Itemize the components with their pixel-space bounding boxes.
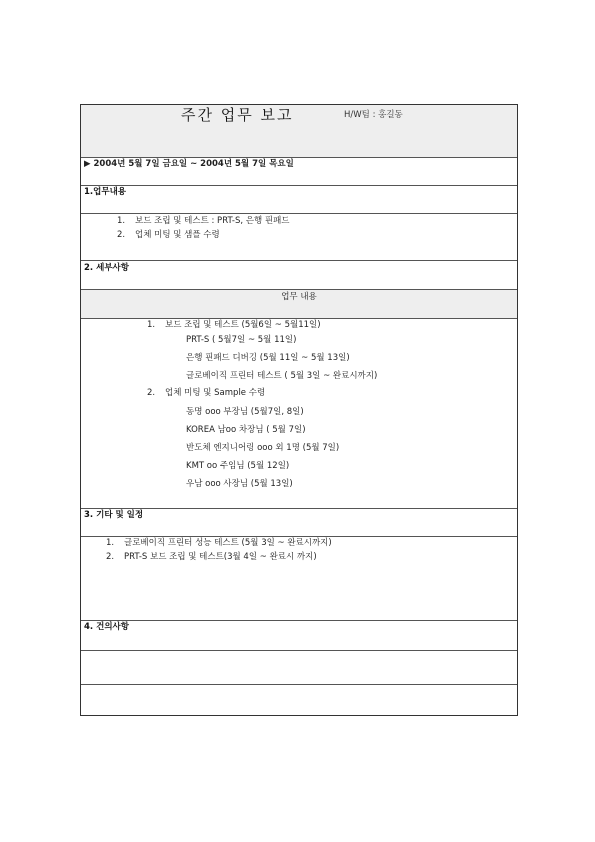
report-period: ▶ 2004년 5월 7일 금요일 ~ 2004년 5월 7일 목요일: [84, 159, 294, 169]
title-row: [81, 105, 517, 157]
sec2-subitem: 동명 ooo 부장님 (5월7일, 8일): [186, 407, 304, 417]
suggestion-field-2[interactable]: [81, 685, 517, 716]
sec3-item: 1. 글로베이직 프린터 성능 테스트 (5월 3일 ~ 완료시까지): [106, 538, 332, 548]
section-2-heading: 2. 세부사항: [84, 263, 129, 273]
sec1-item: 1. 보드 조립 및 테스트 : PRT-S, 은행 핀패드: [117, 216, 290, 226]
sec2-subitem: 글로베이직 프린터 테스트 ( 5월 3일 ~ 완료시까지): [186, 371, 378, 381]
report-title: 주간 업무 보고: [181, 106, 294, 124]
detail-subheader: 업무 내용: [281, 292, 317, 302]
team-author: H/W팀 : 홍길동: [344, 110, 403, 120]
sec2-subitem: KOREA 남oo 차장님 ( 5월 7일): [186, 425, 306, 435]
sec2-group: 2. 업체 미팅 및 Sample 수령: [147, 388, 266, 398]
sec3-item: 2. PRT-S 보드 조립 및 테스트(3월 4일 ~ 완료시 까지): [106, 552, 317, 562]
section-1-heading: 1.업무내용: [84, 187, 126, 197]
sec2-group: 1. 보드 조립 및 테스트 (5월6일 ~ 5월11일): [147, 320, 321, 330]
sec2-subitem: 은행 핀패드 디버깅 (5월 11일 ~ 5월 13일): [186, 353, 350, 363]
weekly-report-form: [80, 104, 518, 716]
detail-subheader-row: [81, 290, 517, 318]
sec2-subitem: 반도체 엔지니어링 ooo 외 1명 (5월 7일): [186, 443, 340, 453]
suggestion-field-1[interactable]: [81, 651, 517, 683]
section-3-heading: 3. 기타 및 일정: [84, 510, 144, 520]
sec2-subitem: PRT-S ( 5월7일 ~ 5월 11일): [186, 335, 297, 345]
section-4-heading: 4. 건의사항: [84, 622, 129, 632]
sec2-subitem: KMT oo 주임님 (5월 12일): [186, 461, 290, 471]
sec1-item: 2. 업체 미팅 및 샘플 수령: [117, 230, 220, 240]
sec2-subitem: 우남 ooo 사장님 (5월 13일): [186, 479, 293, 489]
